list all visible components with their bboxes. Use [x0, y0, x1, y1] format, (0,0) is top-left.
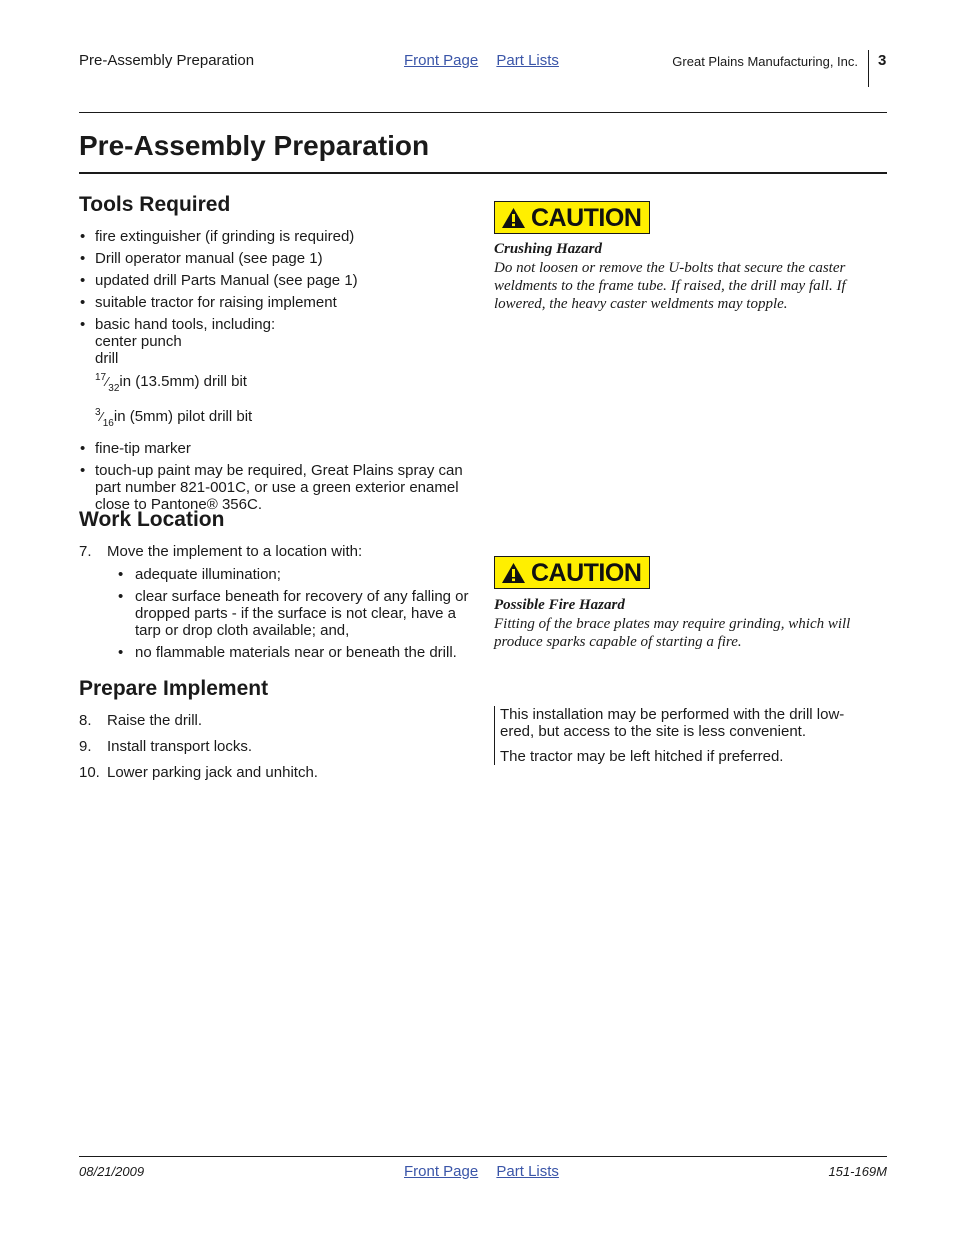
- footer-part-lists-link[interactable]: Part Lists: [496, 1163, 559, 1180]
- footer-date: 08/21/2009: [79, 1164, 145, 1179]
- tool-subitem-bit-large: $^{17}⁄_{32}in$ (13.5mm) drill bit: [95, 372, 247, 394]
- step-item: 10. Lower parking jack and unhitch.: [79, 764, 318, 781]
- step-item: 8. Raise the drill.: [79, 712, 203, 729]
- step-item: 7. Move the implement to a location with: • adequate illumination; • clear surface beneath for recovery of any falling or dropped parts - if the surface is not clear, have a tarp or drop cloth available; and, • no flammable materials near or beneath the drill.: [79, 543, 474, 661]
- footer-rule: [79, 1156, 887, 1157]
- hazard-text-fire: Fitting of the brace plates may require grinding, which will produce sparks capable of starting a fire.: [494, 616, 851, 650]
- hazard-text-crushing: Do not loosen or remove the U-bolts that secure the caster weldments to the frame tube. If raised, the drill may fall. If lowered, the heavy caster weldments may topple.: [494, 260, 846, 312]
- tool-subitem-bit-pilot: $^3⁄_{16}in$ (5mm) pilot drill bit: [95, 407, 253, 429]
- caution-label-crushing: [494, 201, 650, 234]
- installation-note: [494, 706, 870, 765]
- prepare-steps: [79, 712, 474, 781]
- tools-list: [79, 228, 474, 518]
- hazard-title-crushing: Crushing Hazard: [494, 241, 602, 257]
- work-conditions-list: [79, 566, 474, 661]
- header-section-title: Pre-Assembly Preparation: [79, 52, 255, 69]
- note-line: This installation may be performed with the drill low-ered, but access to the site is less convenient.: [500, 706, 845, 740]
- caution-label-fire: [494, 556, 650, 589]
- prepare-implement-heading: Prepare Implement: [79, 677, 269, 700]
- footer-links: [404, 1163, 573, 1180]
- list-item: • Drill operator manual (see page 1): [80, 250, 323, 267]
- page-number: 3: [878, 52, 887, 69]
- list-item: • fine-tip marker: [80, 440, 191, 457]
- note-line: The tractor may be left hitched if preferred.: [500, 748, 784, 765]
- tools-heading: Tools Required: [79, 193, 231, 216]
- list-item: • touch-up paint may be required, Great Plains spray can part number 821-001C, or use a green exterior enamel close to Pantone® 356C.: [80, 462, 463, 513]
- tool-subitem: drill: [95, 350, 119, 367]
- caution-word: CAUTION: [531, 204, 642, 232]
- tool-subitem: center punch: [95, 333, 182, 350]
- list-item: • adequate illumination;: [118, 566, 281, 583]
- list-item: • clear surface beneath for recovery of any falling or dropped parts - if the surface is not clear, have a tarp or drop cloth available; and,: [118, 588, 469, 639]
- list-item: • no flammable materials near or beneath the drill.: [118, 644, 457, 661]
- warning-triangle-icon: [501, 562, 526, 584]
- header-company: Great Plains Manufacturing, Inc.: [672, 54, 858, 69]
- warning-triangle-icon: [501, 207, 526, 229]
- caution-word: CAUTION: [531, 559, 642, 587]
- title-rule: [79, 172, 887, 174]
- header-front-page-link[interactable]: Front Page: [404, 52, 479, 69]
- header-part-lists-link[interactable]: Part Lists: [496, 52, 559, 69]
- work-steps: [79, 543, 474, 666]
- list-item: • suitable tractor for raising implement: [80, 294, 337, 311]
- footer-doc-number: 151-169M: [828, 1164, 887, 1179]
- footer-front-page-link[interactable]: Front Page: [404, 1163, 479, 1180]
- work-location-heading: Work Location: [79, 508, 225, 531]
- hazard-title-fire: Possible Fire Hazard: [494, 597, 625, 613]
- list-item: • basic hand tools, including: center punch drill $^{17}⁄_{32}in$ (13.5mm) drill bit $^3⁄_{16}in$ (5mm) pilot drill bit: [79, 316, 474, 432]
- list-item: • fire extinguisher (if grinding is required): [80, 228, 355, 245]
- header-links: [404, 52, 573, 69]
- step-item: 9. Install transport locks.: [79, 738, 253, 755]
- header-rule: [79, 112, 887, 113]
- page-title: Pre-Assembly Preparation: [79, 130, 430, 161]
- header-divider: [868, 50, 869, 87]
- list-item: • updated drill Parts Manual (see page 1): [80, 272, 358, 289]
